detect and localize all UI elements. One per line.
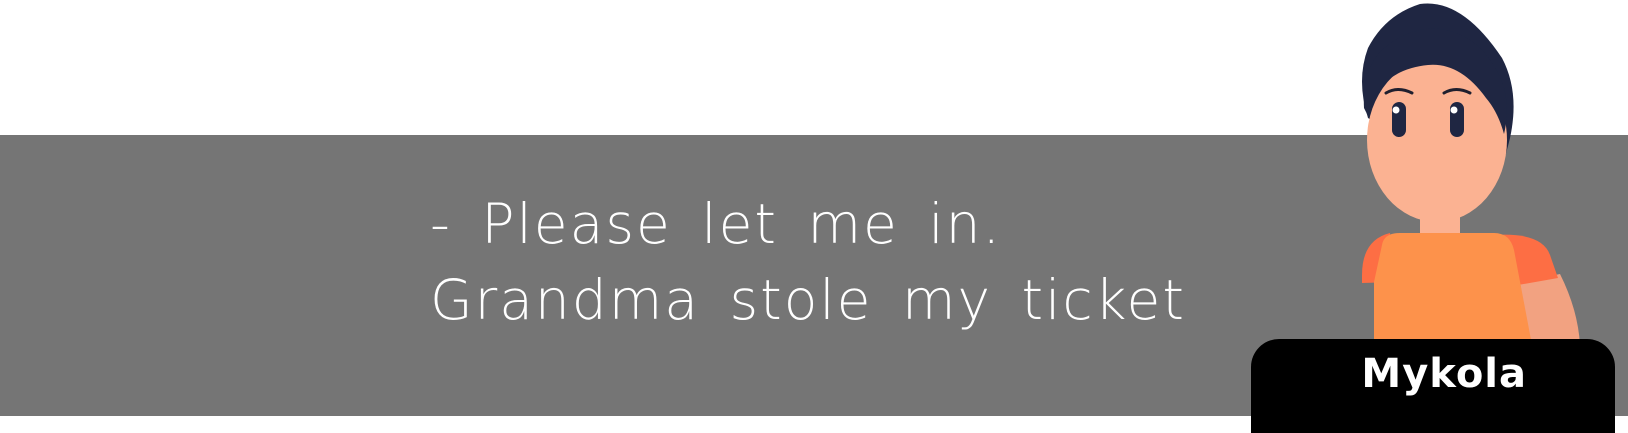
character-portrait-icon (1350, 0, 1590, 345)
dialogue-text: - Please let me in. Grandma stole my ticket (430, 192, 1186, 332)
shirt (1374, 233, 1532, 345)
speaker-name: Mykola (1361, 351, 1527, 397)
speaker-name-plate (1251, 339, 1615, 433)
